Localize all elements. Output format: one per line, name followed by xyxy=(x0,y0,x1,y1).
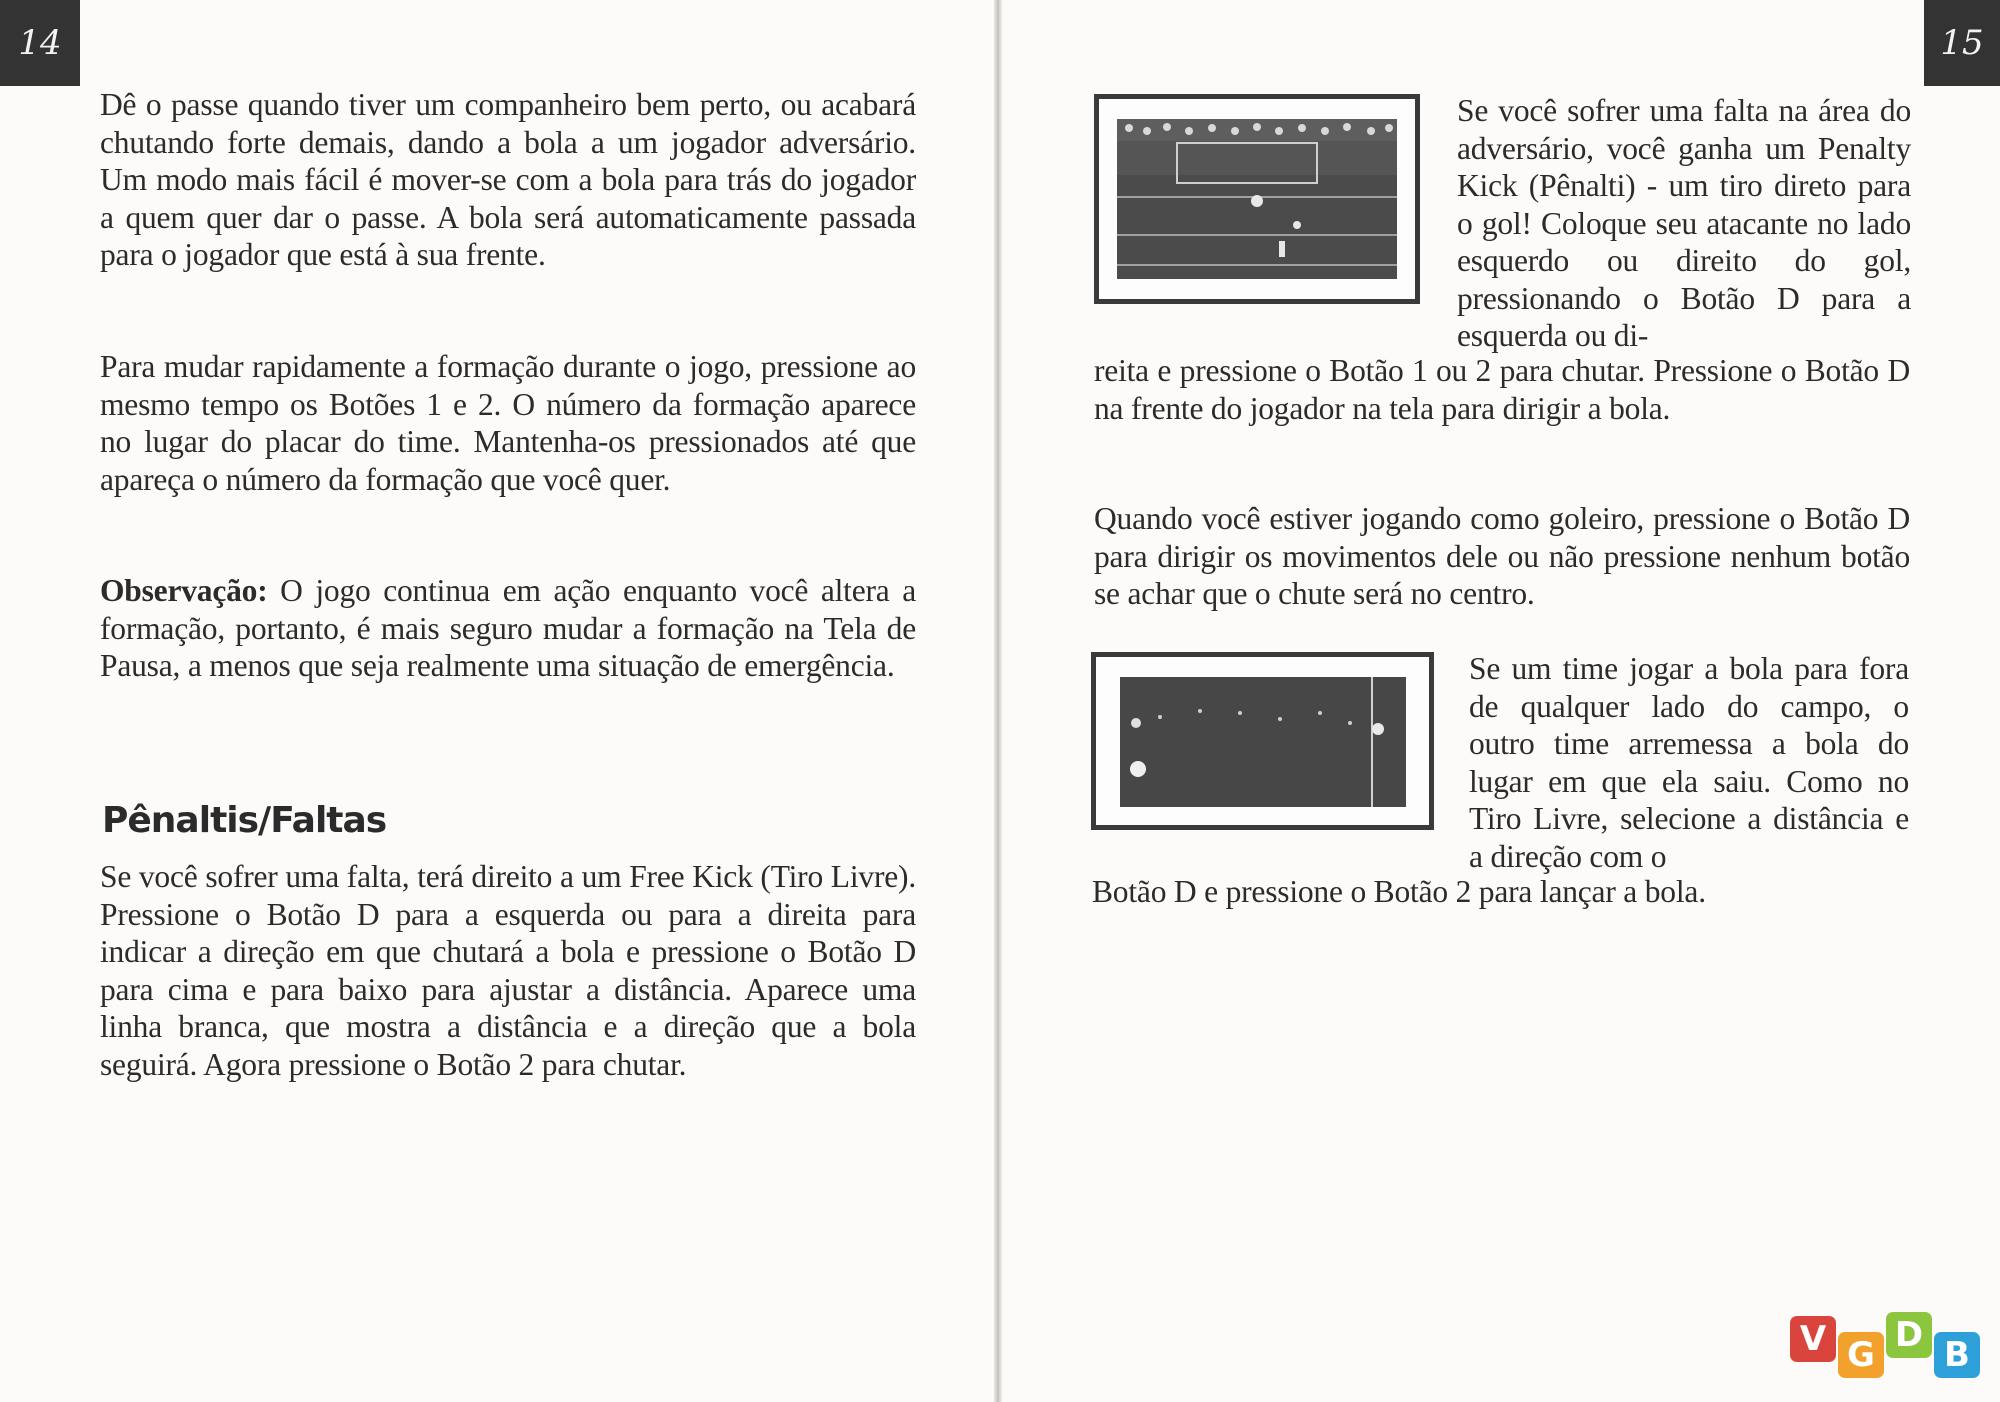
paragraph-observation xyxy=(100,572,916,685)
paragraph-penalty-kick-cont: reita e pressione o Botão 1 ou 2 para chutar. Pressione o Botão D na frente do jogador na tela para dirigir a bola. xyxy=(1094,353,1910,426)
paragraph-penalty-kick: Se você sofrer uma falta na área do adversário, você ganha um Penalty Kick (Pênalti) - um tiro direto para o gol! Coloque seu atacante no lado esquerdo ou direito do gol, pressionando o Botão D para a esquerda ou di- xyxy=(1457,93,1911,353)
throw-in-screenshot xyxy=(1091,652,1434,830)
paragraph-formation: Para mudar rapidamente a formação durante o jogo, pressione ao mesmo tempo os Botões 1 e 2. O número da formação aparece no lugar do placar do time. Mantenha-os pressionados até que apareça o número da formação que você quer. xyxy=(100,349,916,497)
observation-label: Observação: xyxy=(100,573,268,608)
watermark-tile-v: V xyxy=(1790,1316,1836,1362)
watermark-tile-b: B xyxy=(1934,1332,1980,1378)
observation-text: O jogo continua em ação enquanto você altera a formação, portanto, é mais seguro mudar a formação na Tela de Pausa, a menos que seja realmente uma situação de emergência. xyxy=(100,573,916,683)
paragraph-goalkeeper: Quando você estiver jogando como goleiro, pressione o Botão D para dirigir os movimentos dele ou não pressione nenhum botão se achar que o chute será no centro. xyxy=(1094,501,1910,611)
paragraph-throw-in-cont: Botão D e pressione o Botão 2 para lançar a bola. xyxy=(1092,874,1706,909)
page-number-left: 14 xyxy=(0,0,80,86)
vgdb-watermark xyxy=(1790,1312,1990,1392)
paragraph-free-kick: Se você sofrer uma falta, terá direito a um Free Kick (Tiro Livre). Pressione o Botão D para a esquerda ou para a direita para indicar a direção em que chutará a bola e pressione o Botão D para cima e para baixo para ajustar a distância. Aparece uma linha branca, que mostra a distância e a direção que a bola seguirá. Agora pressione o Botão 2 para chutar. xyxy=(100,859,916,1082)
watermark-tile-d: D xyxy=(1886,1312,1932,1358)
watermark-tile-g: G xyxy=(1838,1332,1884,1378)
penalty-kick-screenshot xyxy=(1094,94,1420,304)
book-gutter xyxy=(994,0,1002,1402)
page-number-right: 15 xyxy=(1924,0,2000,86)
paragraph-passing: Dê o passe quando tiver um companheiro bem perto, ou acabará chutando forte demais, dando a bola a um jogador adversário. Um modo mais fácil é mover-se com a bola para trás do jogador a quem quer dar o passe. A bola será automaticamente passada para o jogador que está à sua frente. xyxy=(100,87,916,272)
paragraph-throw-in: Se um time jogar a bola para fora de qualquer lado do campo, o outro time arremessa a bola do lugar em que ela saiu. Como no Tiro Livre, selecione a distância e a direção com o xyxy=(1469,651,1909,874)
section-heading: Pênaltis/Faltas xyxy=(102,800,387,841)
